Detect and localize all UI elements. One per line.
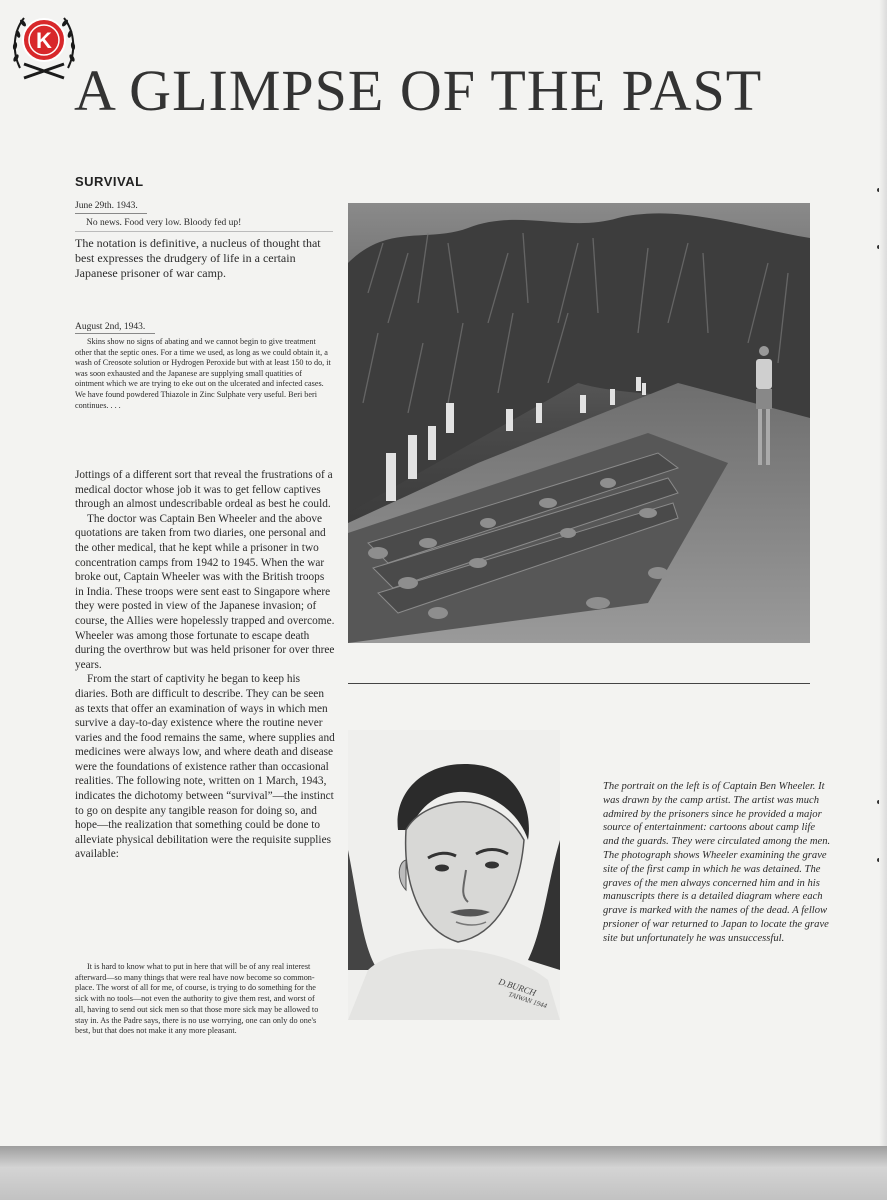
- laurel-logo-icon: [10, 6, 78, 82]
- scan-bottom-border: [0, 1146, 887, 1200]
- body-paragraph-2: The doctor was Captain Ben Wheeler and the above quotations are taken from two diaries, one personal and the other medical, that he kept while a prisoner in two concentration camps from 1942 to 1945. When the war broke out, Captain Wheeler was with the British troops in India. These troops were sent east to Singapore where they were posted in view of the Japanese invasion; of course, the Allies were hopelessly trapped and overcome. Wheeler was among those fortunate to escape death during the overthrow but was held prisoner for over three years.: [75, 512, 335, 671]
- diary-note-2: Skins show no signs of abating and we cannot begin to give treatment other that the septic ones. For a time we used, as long as we could obtain it, a wash of Creosote solution or Hydrogen Peroxide but with at least 150 to do, it was soon exhausted and the Japanese are supplying small quatities of ointment which we are trying to eke out on the ulcerated and infected cases. We have found powdered Thiazole in Zinc Sulphate very useful. Beri beri continues. . . .: [75, 337, 331, 410]
- page-right-edge: [879, 0, 887, 1146]
- diary-note-1: No news. Food very low. Bloody fed up!: [86, 218, 242, 228]
- section-heading: SURVIVAL: [75, 174, 144, 189]
- page-title: A GLIMPSE OF THE PAST: [74, 58, 763, 123]
- date-underline-1: [75, 213, 147, 214]
- note-underline-1: [75, 231, 333, 232]
- wheeler-portrait-drawing: [348, 730, 560, 1020]
- body-paragraph-3: From the start of captivity he began to keep his diaries. Both are difficult to describe. They can be seen as texts that offer an examination of ways in which men survive a day-to-day existence where the routine never varies and the food remains the same, where supplies and medicines were always low, and where death and disease were the foundations of existence rather than occasional realities. The following note, written on 1 March, 1943, indicates the dichotomy between “survival”—the instinct to go on despite any tangible reason for doing so, and hope—the realization that something could be done to alleviate physical debilitation were the requisite supplies available:: [75, 673, 335, 861]
- artist-signature: D.BURCH: [497, 976, 538, 998]
- date-underline-2: [75, 333, 155, 334]
- diary-quote: It is hard to know what to put in here that will be of any real interest afterward—so many things that were real have now become so common-place. The worst of all for me, of course, is trying to do something for the sick with no tools—not even the authority to give them rest, and worst of all, having to send out sick men so that those more sick may be allowed to stay in. As the Padre says, there is no use worrying, one can only do one's best, but that does not make it any more pleasant.: [75, 962, 319, 1036]
- body-paragraph-1: Jottings of a different sort that reveal the frustrations of a medical doctor whose job it was to get fellow captives through an almost undescribable ordeal as best he could.: [75, 469, 333, 511]
- article-body: [75, 468, 335, 862]
- section-divider: [348, 683, 810, 684]
- photo-caption: The portrait on the left is of Captain Ben Wheeler. It was drawn by the camp artist. The artist was much admired by the prisoners since he provided a major source of entertainment: cartoons about camp life and the guards. They were circulated among the men. The photograph shows Wheeler examining the grave site of the first camp in which he was detained. The graves of the men always concerned him and in his manuscripts there is a detailed diagram where each grave is marked with the names of the dead. A fellow prsioner of war returned to Japan to locate the grave site but unfortunately he was unsuccessful.: [603, 781, 831, 944]
- logo-letter: K: [36, 28, 52, 53]
- artist-signature-place: TAIWAN 1944: [507, 990, 548, 1011]
- grave-site-photo: [348, 203, 810, 643]
- diary-date-1: June 29th. 1943.: [75, 201, 138, 211]
- diary-date-2: August 2nd, 1943.: [75, 322, 146, 332]
- intro-paragraph: The notation is definitive, a nucleus of thought that best expresses the drudgery of life in a certain Japanese prisoner of war camp.: [75, 236, 321, 280]
